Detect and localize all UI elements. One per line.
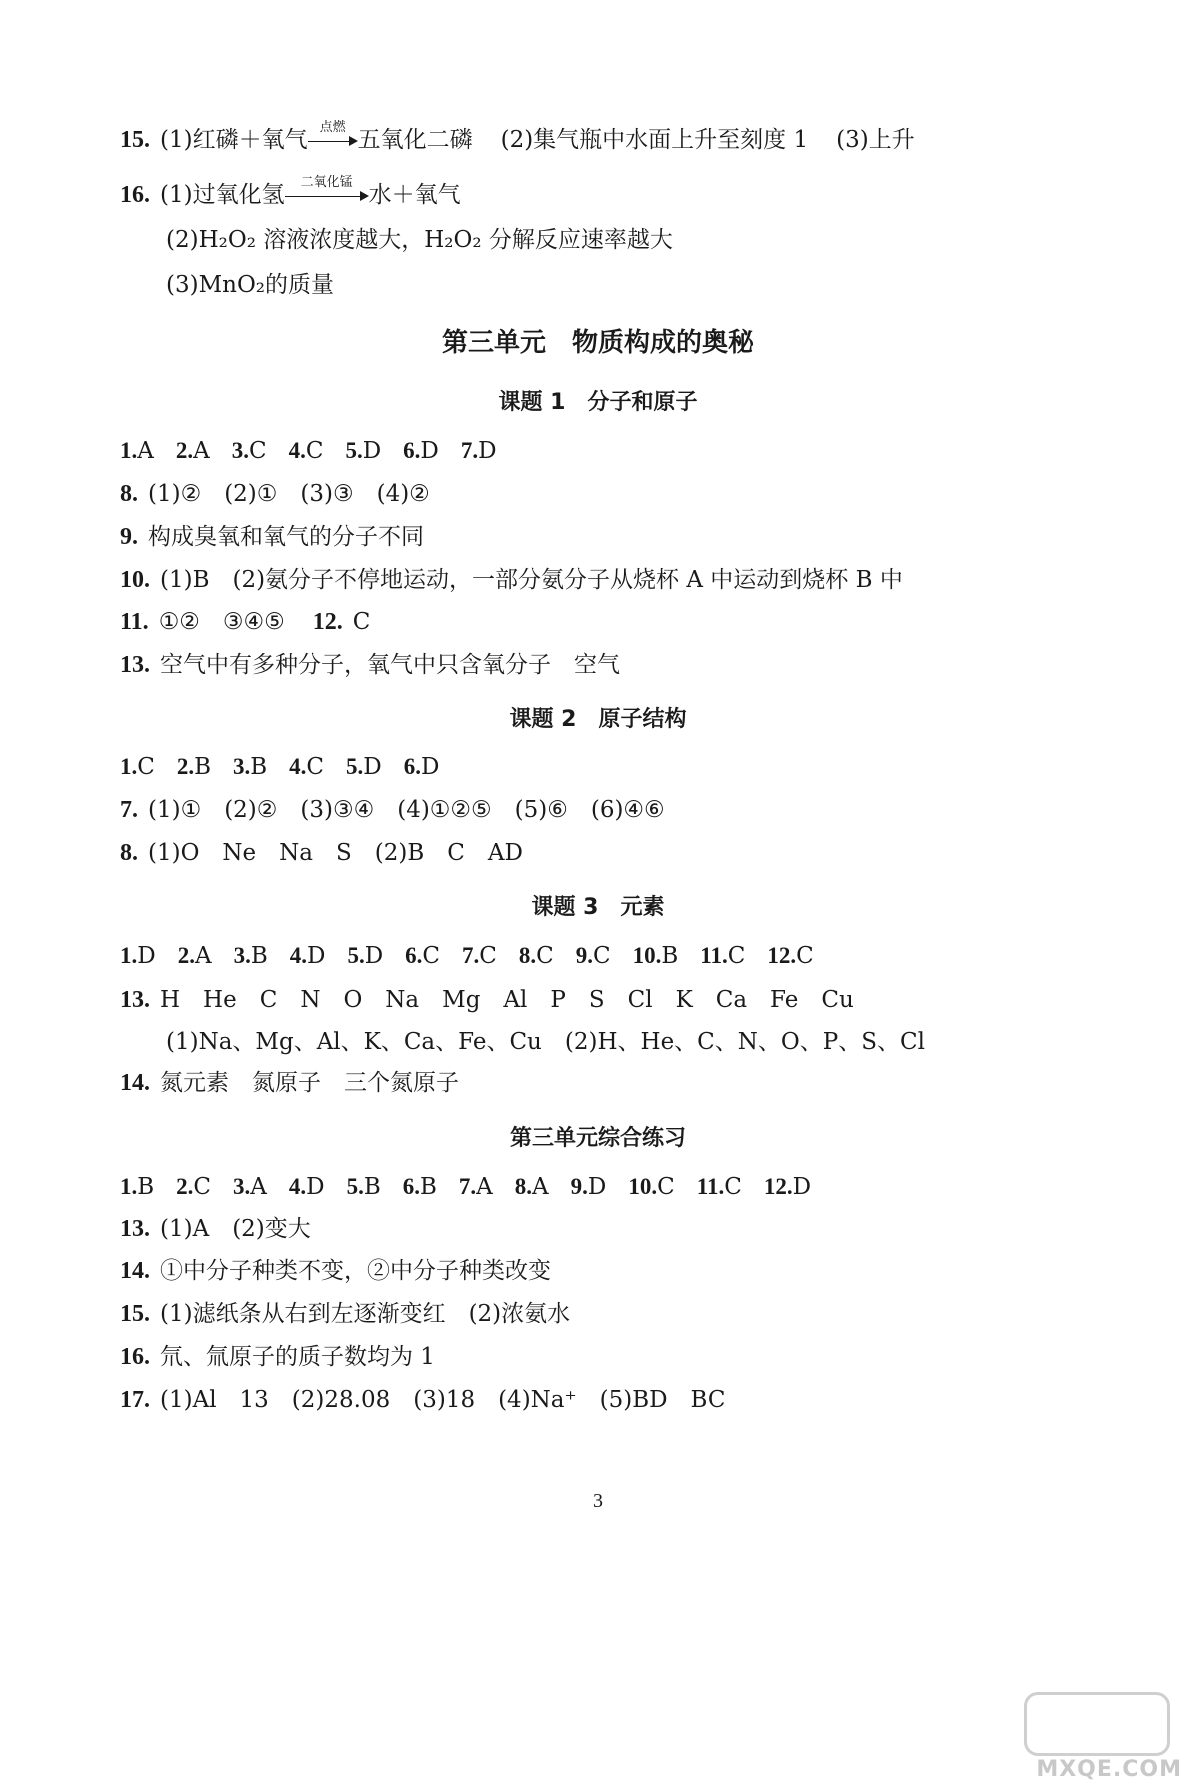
answer-choice: D (137, 943, 156, 969)
question-number: 2. (176, 1174, 194, 1199)
answer-choice: C (306, 754, 325, 780)
mcq-answer (120, 1174, 154, 1200)
answer-choice: C (193, 1174, 212, 1200)
lesson-3-q13-line2: (1)Na、Mg、Al、K、Ca、Fe、Cu (2)H、He、C、N、O、P、S、Cl (166, 1029, 925, 1055)
review-q14 (120, 1256, 551, 1286)
question-number: 5. (345, 438, 363, 463)
answer-choice: B (137, 1174, 155, 1200)
mcq-answer (290, 943, 326, 969)
lesson-2-q7 (120, 795, 665, 825)
question-number: 1. (120, 754, 138, 779)
question-number: 4. (289, 754, 307, 779)
mcq-answer (576, 943, 611, 969)
mcq-answer (346, 754, 382, 780)
answer-text: 五氧化二磷 (357, 127, 473, 153)
answer-choice: A (137, 438, 154, 464)
lesson-3-q14 (120, 1068, 459, 1098)
answer-text: 氮元素 氮原子 三个氮原子 (160, 1070, 459, 1096)
review-mcq-answers (120, 1172, 833, 1202)
mcq-answer (459, 1174, 493, 1200)
mcq-answer (347, 943, 383, 969)
question-number: 13. (120, 652, 150, 678)
review-q17 (120, 1385, 726, 1415)
answer-choice: B (250, 943, 268, 969)
question-number: 6. (405, 943, 423, 968)
lesson-1-q13 (120, 650, 620, 680)
mcq-answer (697, 1174, 742, 1200)
answer-choice: B (420, 1174, 437, 1200)
question-number: 3. (231, 438, 249, 463)
answer-choice: C (724, 1174, 742, 1200)
mcq-answer (403, 1174, 437, 1200)
answer-choice: D (792, 1174, 812, 1200)
mcq-answer (461, 438, 497, 464)
watermark-mark (1024, 1692, 1170, 1756)
watermark-logo (1012, 1692, 1182, 1782)
reaction-condition: 点燃 (319, 120, 346, 135)
question-number: 12. (767, 943, 797, 968)
question-number: 16. (120, 182, 150, 208)
mcq-answer (628, 1174, 674, 1200)
answer-choice: A (250, 1174, 267, 1200)
question-number: 5. (346, 754, 364, 779)
answer-15-prev (120, 120, 915, 155)
answer-choice: A (193, 438, 210, 464)
question-number: 10. (632, 943, 662, 968)
question-number: 8. (518, 943, 537, 968)
lesson-3-q13 (120, 985, 854, 1015)
mcq-answer (700, 943, 745, 969)
question-number: 9. (570, 1174, 588, 1199)
answer-choice: D (478, 438, 497, 464)
question-number: 7. (462, 943, 480, 968)
reaction-arrow (308, 120, 358, 151)
mcq-answer (176, 438, 210, 464)
question-number: 11. (696, 1174, 725, 1199)
mcq-answer (177, 754, 211, 780)
lesson-1-title: 课题 1 分子和原子 (498, 390, 698, 415)
question-number: 7. (460, 438, 479, 463)
question-number: 1. (120, 1174, 138, 1199)
mcq-answer (176, 1174, 211, 1200)
question-number: 12. (312, 609, 343, 635)
mcq-answer (234, 943, 268, 969)
question-number: 11. (700, 943, 728, 968)
lesson-1-q8 (120, 479, 430, 509)
lesson-1-q11-q12 (120, 607, 370, 637)
question-number: 3. (233, 1174, 251, 1199)
question-number: 16. (120, 1344, 150, 1370)
answer-choice: C (479, 943, 497, 969)
answer-16-line2: (2)H₂O₂ 溶液浓度越大，H₂O₂ 分解反应速率越大 (166, 227, 673, 253)
answer-choice: C (137, 754, 155, 780)
mcq-answer (120, 754, 155, 780)
mcq-answer (633, 943, 679, 969)
answer-choice: C (249, 438, 267, 464)
question-number: 17. (120, 1387, 150, 1413)
answer-choice: B (363, 1174, 381, 1200)
answer-choice: D (306, 943, 326, 969)
answer-choice: C (592, 943, 611, 969)
reaction-condition: 二氧化锰 (300, 175, 353, 190)
review-q16 (120, 1342, 435, 1372)
review-q15 (120, 1299, 570, 1329)
answer-choice: D (420, 438, 439, 464)
mcq-answer (233, 1174, 267, 1200)
answer-choice: A (476, 1174, 493, 1200)
question-number: 6. (403, 754, 421, 779)
answer-choice: B (661, 943, 679, 969)
mcq-answer (764, 1174, 811, 1200)
answer-text: (1)A (2)变大 (160, 1216, 311, 1242)
question-number: 4. (289, 943, 307, 968)
question-number: 1. (120, 943, 138, 968)
answer-choice: B (250, 754, 268, 780)
answer-choice: C (305, 438, 324, 464)
answer-text: (1)① (2)② (3)③④ (4)①②⑤ (5)⑥ (6)④⑥ (148, 797, 665, 823)
answer-choice: C (796, 943, 814, 969)
answer-choice: C (657, 1174, 675, 1200)
question-number: 15. (120, 127, 150, 153)
question-number: 1. (120, 438, 138, 463)
mcq-answer (405, 943, 440, 969)
mcq-answer (289, 754, 324, 780)
lesson-1-mcq-answers (120, 436, 519, 466)
answer-text: ①② ③④⑤ (158, 609, 285, 635)
question-number: 11. (120, 609, 149, 635)
question-number: 14. (120, 1070, 150, 1096)
answer-text: 空气中有多种分子，氧气中只含氧分子 空气 (160, 652, 620, 678)
answer-choice: D (420, 754, 440, 780)
answer-text: (1)滤纸条从右到左逐渐变红 (2)浓氨水 (160, 1301, 571, 1327)
watermark-url: MXQE.COM (1036, 1757, 1182, 1782)
answer-text: (1)过氧化氢 (160, 182, 285, 208)
answer-16-line3: (3)MnO₂的质量 (166, 272, 335, 298)
mcq-answer (404, 754, 440, 780)
question-number: 12. (763, 1174, 793, 1199)
question-number: 2. (176, 754, 195, 779)
answer-choice: A (194, 943, 212, 969)
question-number: 3. (233, 943, 251, 968)
lesson-3-title: 课题 3 元素 (531, 895, 665, 920)
question-number: 6. (402, 1174, 420, 1199)
mcq-answer (767, 943, 813, 969)
question-number: 3. (233, 754, 251, 779)
answer-choice: A (532, 1174, 549, 1200)
unit-title: 第三单元 物质构成的奥秘 (441, 328, 754, 358)
answer-choice: D (362, 438, 382, 464)
answer-text: (1)B (2)氨分子不停地运动，一部分氨分子从烧杯 A 中运动到烧杯 B 中 (160, 567, 903, 593)
answer-text: 氘、氚原子的质子数均为 1 (160, 1344, 435, 1370)
lesson-2-mcq-answers (120, 752, 461, 782)
answer-text: (2)集气瓶中水面上升至刻度 1 (500, 127, 809, 153)
mcq-answer (462, 943, 497, 969)
answer-text: (1)红磷＋氧气 (160, 127, 308, 153)
answer-choice: B (194, 754, 212, 780)
question-number: 15. (120, 1301, 150, 1327)
answer-text: (1)O Ne Na S (2)B C AD (148, 840, 523, 866)
mcq-answer (232, 438, 267, 464)
question-number: 8. (120, 840, 138, 866)
question-number: 8. (514, 1174, 533, 1199)
answer-choice: D (364, 943, 384, 969)
answer-choice: C (536, 943, 554, 969)
question-number: 10. (628, 1174, 658, 1199)
answer-text: (1)② (2)① (3)③ (4)② (148, 481, 430, 507)
mcq-answer (345, 438, 381, 464)
answer-choice: D (306, 1174, 325, 1200)
mcq-answer (178, 943, 212, 969)
answer-choice: C (727, 943, 746, 969)
answer-text: 构成臭氧和氧气的分子不同 (148, 524, 424, 550)
question-number: 7. (458, 1174, 477, 1199)
lesson-3-mcq-answers (120, 941, 836, 971)
answer-text: H He C N O Na Mg Al P S Cl K Ca Fe Cu (160, 987, 854, 1013)
lesson-2-title: 课题 2 原子结构 (509, 707, 687, 732)
mcq-answer (289, 1174, 325, 1200)
question-number: 6. (403, 438, 421, 463)
question-number: 4. (288, 438, 306, 463)
question-number: 2. (177, 943, 195, 968)
question-number: 5. (347, 943, 365, 968)
question-number: 2. (175, 438, 194, 463)
mcq-answer (515, 1174, 549, 1200)
answer-16-prev (120, 175, 461, 210)
answer-text: (3)上升 (836, 127, 915, 153)
page-number: 3 (593, 1490, 603, 1512)
lesson-2-q8 (120, 838, 523, 868)
question-number: 13. (120, 1216, 150, 1242)
mcq-answer (403, 438, 439, 464)
question-number: 10. (120, 567, 150, 593)
answer-choice: D (587, 1174, 607, 1200)
question-number: 5. (346, 1174, 364, 1199)
answer-choice: C (422, 943, 440, 969)
mcq-answer (289, 438, 324, 464)
reaction-arrow (285, 175, 369, 206)
question-number: 7. (120, 797, 138, 823)
mcq-answer (233, 754, 267, 780)
answer-choice: D (363, 754, 382, 780)
mcq-answer (519, 943, 554, 969)
question-number: 4. (288, 1174, 307, 1199)
review-title: 第三单元综合练习 (509, 1126, 686, 1151)
answer-text: ①中分子种类不变，②中分子种类改变 (160, 1258, 551, 1284)
answer-text: (1)Al 13 (2)28.08 (3)18 (4)Na⁺ (5)BD BC (160, 1387, 726, 1413)
question-number: 8. (120, 481, 138, 507)
question-number: 14. (120, 1258, 150, 1284)
answer-text: 水＋氧气 (368, 182, 461, 208)
question-number: 9. (575, 943, 593, 968)
mcq-answer (347, 1174, 381, 1200)
question-number: 9. (120, 524, 138, 550)
review-q13 (120, 1214, 311, 1244)
answer-text: C (352, 609, 371, 635)
mcq-answer (571, 1174, 607, 1200)
lesson-1-q9 (120, 522, 424, 552)
question-number: 13. (120, 987, 150, 1013)
mcq-answer (120, 438, 154, 464)
lesson-1-q10 (120, 565, 903, 595)
mcq-answer (120, 943, 156, 969)
